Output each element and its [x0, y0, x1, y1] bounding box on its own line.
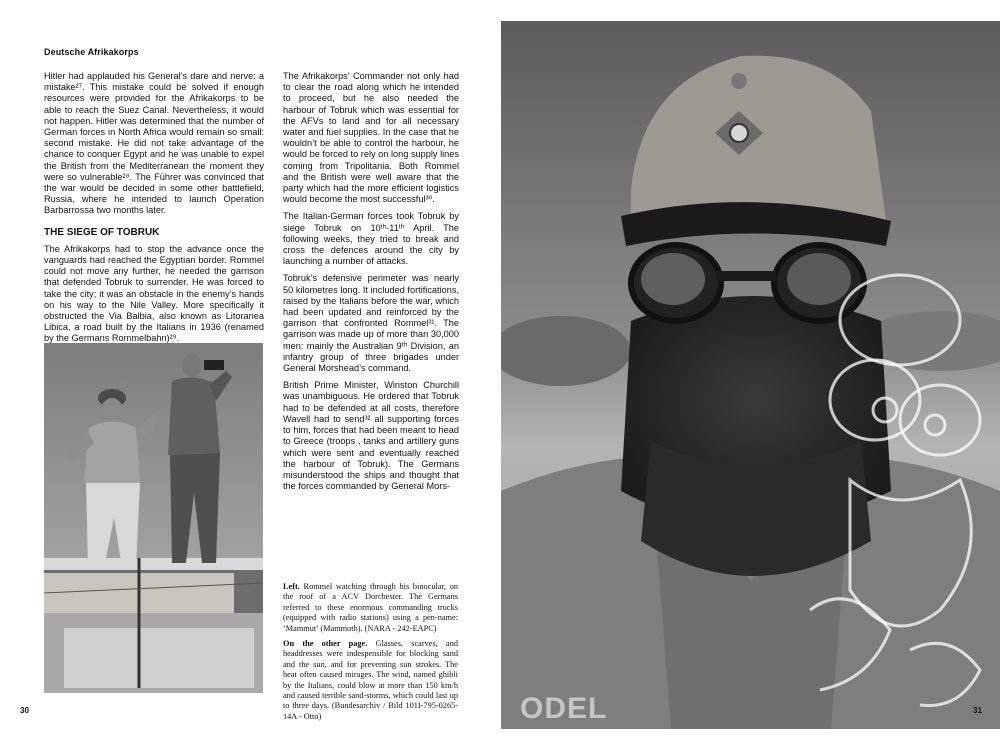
caption-other	[283, 639, 458, 722]
paragraph: The Italian-German forces took Tobruk by siege Tobruk on 10ᵗʰ-11ᵗʰ April. The following weeks, they tried to break and cross the defences around the city by launching a number of attacks.	[283, 211, 459, 267]
running-head: Deutsche Afrikakorps	[44, 47, 139, 57]
caption-text: Glasses, scarves, and headdresses were indespensible for blocking sand and the sun, and for preventing sun strokes. The heat often caused mirages. The wind, named ghibli by the Italians, could blow at more than 150 km/h and caused terrible sand-storms, which could last up to three days. (Bundesarchiv / Bild 101I-795-0265-14A - Otto)	[283, 639, 458, 721]
paragraph: Tobruk’s defensive perimeter was nearly 50 kilometres long. It included fortifications, raised by the Italians before the war, which had been updated and reinforced by the garrison that confronted Rommel³¹. The garrison was made up of more than 30,000 men: mainly the Australian 9ᵗʰ Division, an infantry group of three brigades under General Morshead’s command.	[283, 273, 459, 374]
page-number-right: 31	[973, 706, 982, 715]
caption-label: On the other page.	[283, 639, 368, 649]
text-column-1	[44, 71, 264, 351]
caption-left	[283, 582, 458, 634]
paragraph: Hitler had applauded his General’s dare and nerve: a mistake²⁷. This mistake could be solved if enough resources were provided for the Afrikakorps to be able to reach the Suez Canal. Nevertheless, it would not happen. Hitler was determined that the number of German forces in North Africa would remain so small: second mistake. He did not take advantage of the chance to conquer Egypt and he was unable to expel the British from the Mediterranean the moment they were so vulnerable²⁸. The Führer was convinced that the war would be decided in some other battlefield, Russia, where he intended to launch Operation Barbarrossa two months later.	[44, 71, 264, 216]
text-column-2	[283, 71, 459, 498]
section-heading: THE SIEGE OF TOBRUK	[44, 226, 160, 238]
paragraph: The Afrikakorps had to stop the advance once the vanguards had reached the Egyptian border. Rommel could not move any further, he needed the garrison that defended Tobruk to surrender. He was forced to take the city; it was an obstacle in the enemy’s hands on his way to the Nile Valley. More specifically it obstructed the Via Balbia, also known as Litoranea Libica, a road built by the Italians in 1936 (renamed by the Germans Rommelbahn)²⁹.	[44, 243, 264, 344]
watermark-text: ODEL	[520, 692, 608, 725]
paragraph: British Prime Minister, Winston Churchill was unambiguous. He ordered that Tobruk had to be defended at all costs, therefore Wavell had to send³² all supporting forces to him, forces that had been meant to head to Greece (troops , tanks and artillery guns which were sent and eventually reached the harbour of Tobruk). The Germans misunderstood the ships and thought that the forces commanded by General Mors-	[283, 380, 459, 492]
watermark-cartoon	[790, 250, 1000, 730]
photo-caption	[283, 582, 458, 727]
caption-text: Rommel watching through his binocular, on the roof of a ACV Dorchester. The Germans referred to these enormous commanding trucks (equipped with radio stations) using a pen-name: ‘Mammut’ (Mammoth). (NARA - 242-EAPC)	[283, 582, 458, 633]
caption-label: Left.	[283, 582, 300, 591]
paragraph: The Afrikakorps’ Commander not only had to clear the road along which he intended to proceed, but he also needed the harbour of Tobruk which was essential for the AFVs to land and for all necessary water and fuel supplies. In the case that he wouldn’t be able to control the harbour, he would be forced to rely on long supply lines coming from Tripolitania. Both Rommel and the British were well aware that the party which had the more efficient logistics would become the most successful³⁰.	[283, 71, 459, 205]
rommel-photo	[44, 343, 263, 693]
page-number-left: 30	[20, 706, 29, 715]
